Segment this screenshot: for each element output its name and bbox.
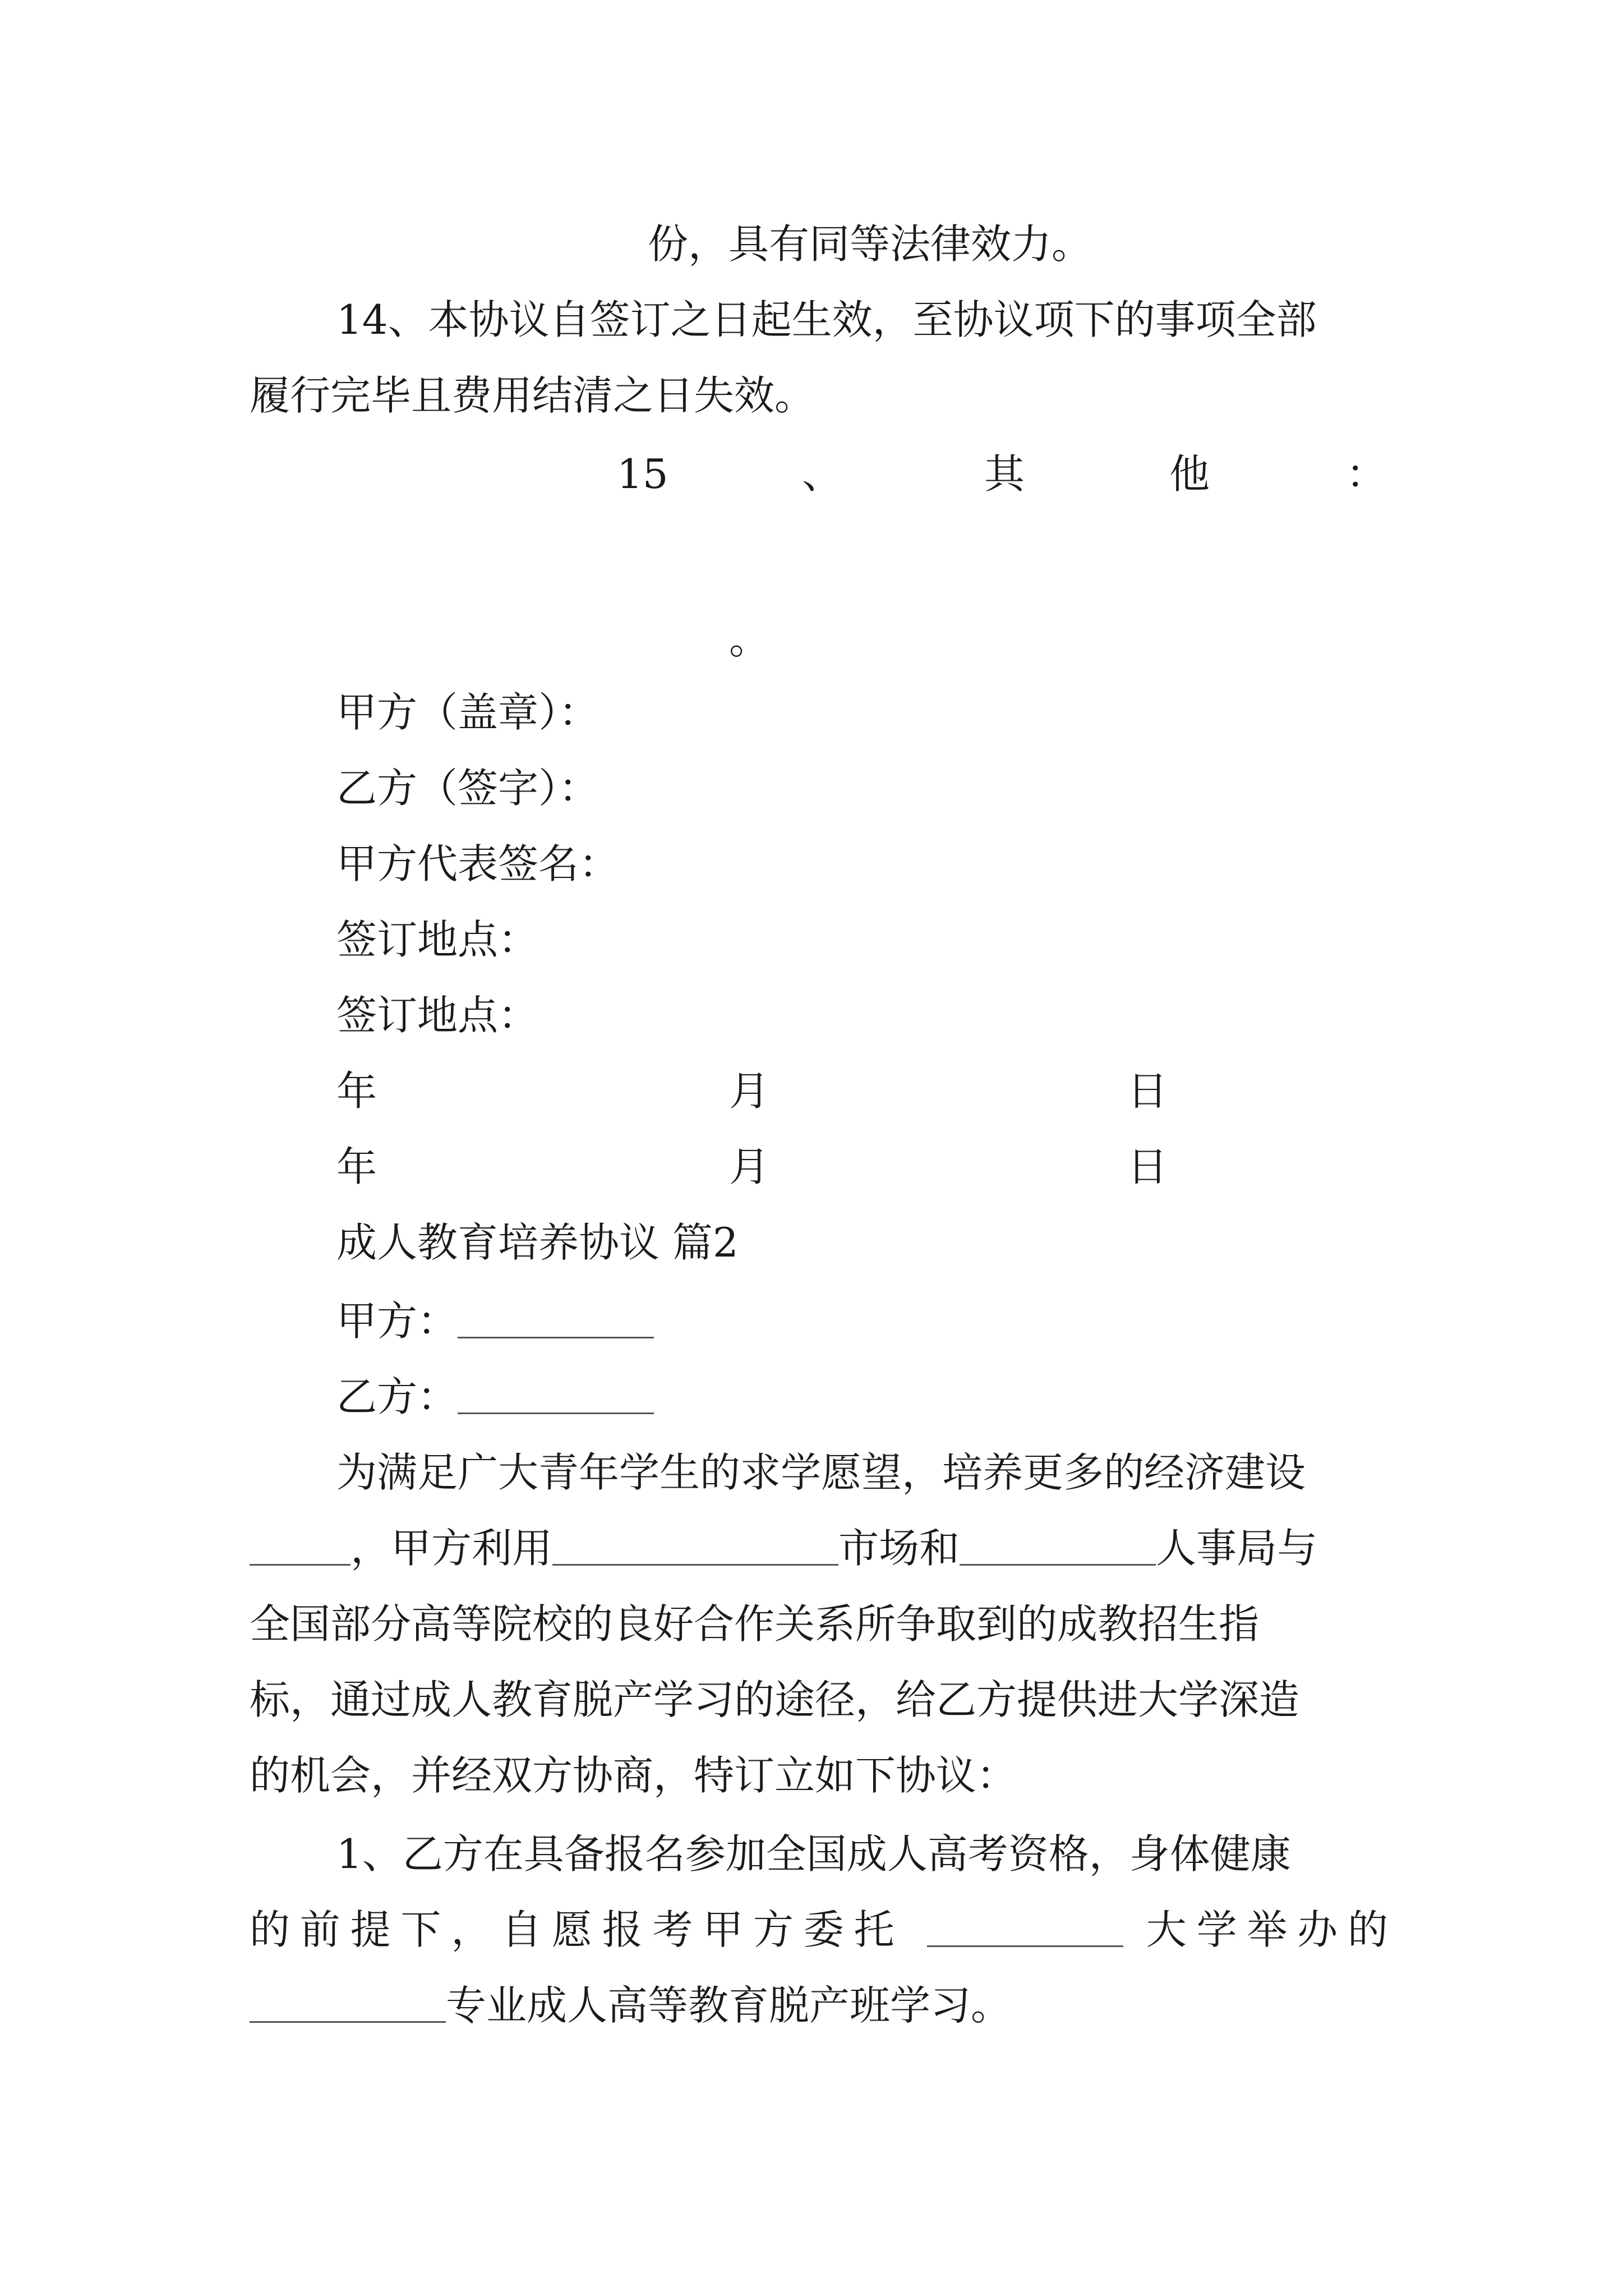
date-month: 月: [729, 1143, 770, 1190]
text-line: [0, 205, 1623, 283]
text-line: [0, 356, 1623, 435]
paragraph-line: [0, 1433, 1623, 1512]
paragraph-text: 份，具有同等法律效力。: [648, 220, 1092, 268]
clause-15-line: [0, 435, 1623, 513]
party-a-seal-label: 甲方（盖章）：: [336, 689, 600, 736]
section-heading-line: [0, 1203, 1623, 1282]
section-title: 成人教育培养协议 篇2: [336, 1219, 739, 1266]
paragraph-line: [0, 1509, 1623, 1588]
signature-line: [0, 749, 1623, 827]
party-a-blank: [458, 1301, 654, 1338]
paragraph-fragment: 专业成人高等教育脱产班学习。: [446, 1982, 1012, 2029]
clause-15-char-1: 其: [984, 450, 1025, 498]
sign-place-label: 签订地点：: [336, 992, 539, 1039]
date-year: 年: [336, 1143, 377, 1190]
date-month: 月: [729, 1068, 770, 1115]
paragraph-text: 的机会，并经双方协商，特订立如下协议：: [250, 1752, 1017, 1799]
paragraph-line: [0, 1890, 1623, 1969]
paragraph-text: [250, 1890, 1388, 1969]
paragraph-fragment: 市场和: [838, 1525, 960, 1572]
text-line: [0, 280, 1623, 359]
clause-15-colon: ：: [1346, 450, 1387, 498]
party-a-text: 甲方：: [336, 1297, 458, 1345]
clause-14-text: 14、本协议自签订之日起生效，至协议项下的事项全部: [336, 296, 1317, 343]
paragraph-fragment: ，甲方利用: [351, 1525, 553, 1572]
period-mark: 。: [729, 616, 770, 663]
paragraph-fragment: 的前提下，自愿报考甲方委托: [250, 1906, 905, 1953]
fill-blank: [250, 1528, 351, 1566]
signature-line: [0, 900, 1623, 979]
text-line: [0, 600, 1623, 679]
sign-place-label: 签订地点：: [336, 916, 539, 963]
paragraph-line: [0, 1815, 1623, 1893]
paragraph-line: [0, 1736, 1623, 1815]
signature-line: [0, 673, 1623, 752]
paragraph-line: [0, 1966, 1623, 2045]
clause-15-number: 15: [617, 450, 668, 498]
paragraph-text: 标，通过成人教育脱产学习的途径，给乙方提供进大学深造: [250, 1676, 1300, 1723]
date-day: 日: [1127, 1068, 1168, 1115]
party-b-sign-label: 乙方（签字）：: [336, 765, 600, 812]
paragraph-fragment: 大学举办的: [1146, 1906, 1388, 1953]
paragraph-text: 为满足广大青年学生的求学愿望，培养更多的经济建设: [336, 1449, 1306, 1496]
fill-blank: [927, 1910, 1123, 1947]
date-line: [0, 1128, 1623, 1206]
party-line: [0, 1358, 1623, 1436]
clause-1-text: 1、乙方在具备报名参加全国成人高考资格，身体健康: [336, 1830, 1291, 1878]
paragraph-line: [0, 1660, 1623, 1739]
paragraph-line: [0, 1585, 1623, 1663]
paragraph-text: 全国部分高等院校的良好合作关系所争取到的成教招生指: [250, 1600, 1260, 1648]
date-day: 日: [1127, 1143, 1168, 1190]
party-b-label: [336, 1358, 654, 1436]
party-line: [0, 1282, 1623, 1360]
paragraph-text: [250, 1509, 1317, 1588]
clause-15-char-2: 他: [1169, 450, 1210, 498]
party-b-blank: [458, 1377, 654, 1414]
date-year: 年: [336, 1068, 377, 1115]
fill-blank: [552, 1528, 838, 1566]
signature-line: [0, 825, 1623, 903]
paragraph-text: [250, 1966, 1011, 2045]
clause-15-separator: 、: [802, 450, 843, 498]
paragraph-fragment: 人事局与: [1156, 1525, 1318, 1572]
party-a-label: [336, 1282, 654, 1360]
fill-blank: [250, 1985, 446, 2023]
date-line: [0, 1052, 1623, 1130]
signature-line: [0, 976, 1623, 1055]
party-a-rep-label: 甲方代表签名：: [336, 840, 620, 887]
party-b-text: 乙方：: [336, 1373, 458, 1420]
fill-blank: [960, 1528, 1156, 1566]
paragraph-text: 履行完毕且费用结清之日失效。: [250, 372, 815, 419]
